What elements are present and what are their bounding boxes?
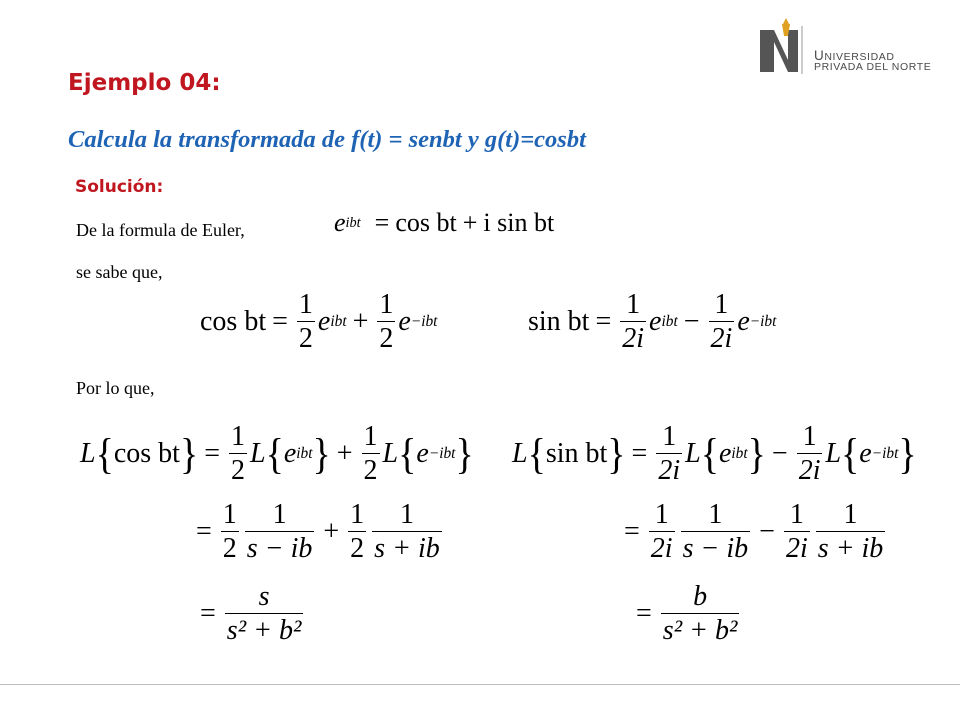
laplace-cos-result: = $\frac{s}{\text{s² + b²}}$ [200,581,302,647]
por-lo-que-text: Por lo que, [76,378,155,398]
slide-title: Ejemplo 04: [68,70,221,96]
laplace-cos-line2: = $\frac{1}{2}$ $\frac{1}{s - ib}$ + $\frac{1}{2}$ $\frac{1}{s + ib}$ [196,499,440,565]
se-sabe-text: se sabe que, [76,262,163,282]
solution-label: Solución: [75,177,164,197]
slide-subtitle: Calcula la transformada de f(t) = senbt y g(t)=cosbt [68,126,586,153]
laplace-sin-line2: = $\frac{1}{2i}$ $\frac{1}{s - ib}$ − $\frac{1}{2i}$ $\frac{1}{s + ib}$ [624,499,884,565]
laplace-cos-line1: L { cos bt } = $\frac{1}{2}$ L { e ibt } + $\frac{1}{2}$ L { e −ibt } [80,421,474,487]
laplace-sin-line1: L { sin bt } = $\frac{1}{2i}$ L { e ibt } − $\frac{1}{2i}$ L { e −ibt } [512,421,917,487]
euler-formula: e ibt = cos bt + i sin bt [334,208,555,237]
cos-identity: cos bt = $\frac{1}{2}$ e ibt + $\frac{1}{2}$ e −ibt [200,289,438,355]
euler-text: De la formula de Euler, [76,220,245,240]
university-logo [752,16,942,76]
sin-identity: sin bt = $\frac{1}{2i}$ e ibt − $\frac{1}{2i}$ e −ibt [528,289,777,355]
upn-emblem-icon [752,16,812,76]
logo-text-privada: PRIVADA DEL NORTE [814,61,932,73]
logo-text-universidad: UNIVERSIDAD [814,48,895,63]
laplace-sin-result: = $\frac{b}{\text{s² + b²}}$ [636,581,738,647]
footer-divider [0,684,960,685]
